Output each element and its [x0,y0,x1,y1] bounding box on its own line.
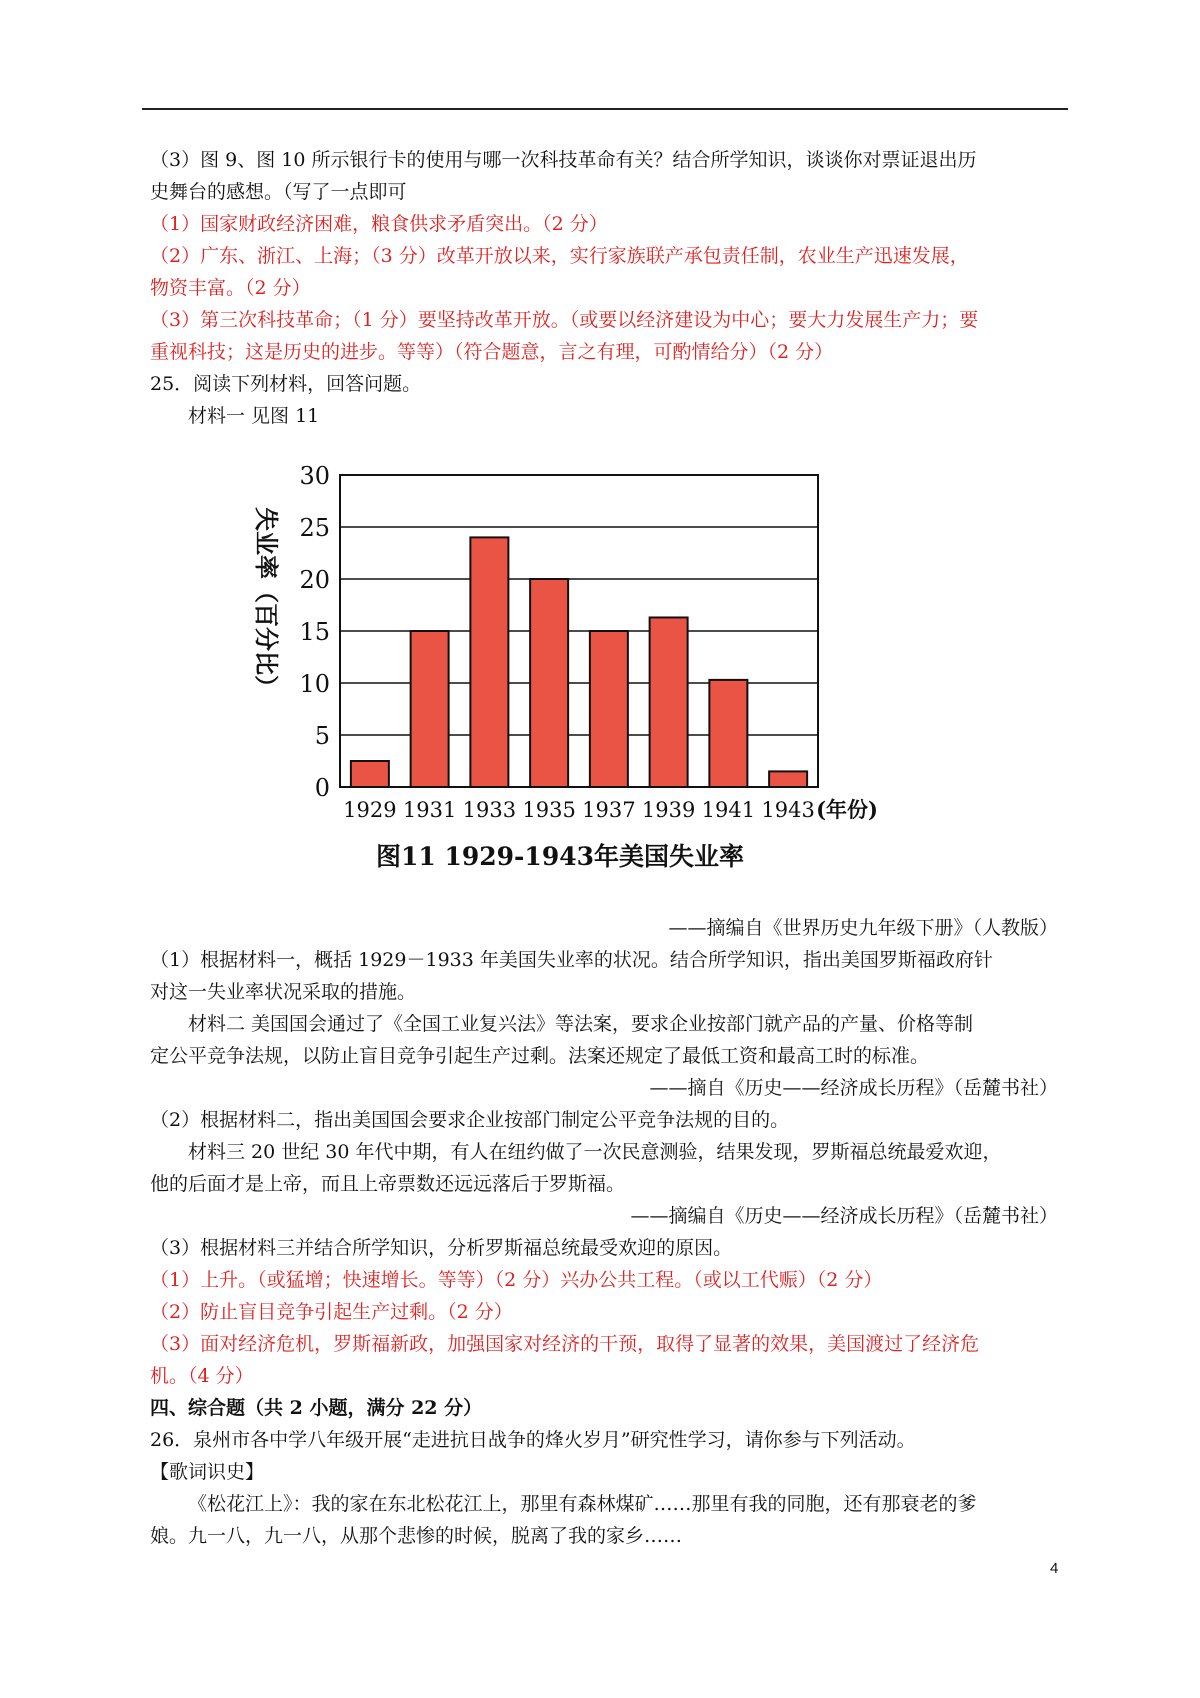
x-axis-label: (年份) [816,797,878,822]
answer-24-2: （2）广东、浙江、上海；（3 分）改革开放以来，实行家族联产承包责任制，农业生产迅速发展， [150,245,969,267]
bar-1929 [351,761,389,787]
material-3-cont: 他的后面才是上帝，而且上帝票数还远远落后于罗斯福。 [150,1173,626,1195]
y-tick-20: 20 [299,566,330,594]
bar-1941 [709,680,747,787]
y-tick-5: 5 [314,722,330,750]
x-tick-1943: 1943 [761,798,815,822]
material-3: 材料三 20 世纪 30 年代中期，有人在纽约做了一次民意测验，结果发现，罗斯福总统最爱欢迎， [188,1141,1002,1163]
x-tick-1937: 1937 [582,798,636,822]
y-tick-30: 30 [299,462,330,490]
source-2: ——摘自《历史——经济成长历程》（岳麓书社） [649,1077,1058,1099]
header-rule [142,108,1068,110]
material-1: 材料一 见图 11 [188,405,320,427]
answer-25-3: （3）面对经济危机，罗斯福新政，加强国家对经济的干预，取得了显著的效果，美国渡过了经济危 [150,1333,980,1355]
bar-1931 [411,631,449,787]
lyrics-heading: 【歌词识史】 [150,1461,265,1483]
question-25-1-cont: 对这一失业率状况采取的措施。 [150,981,417,1003]
answer-25-2: （2）防止盲目竞争引起生产过剩。（2 分） [150,1301,513,1323]
x-tick-1933: 1933 [462,798,517,822]
chart-bars [351,537,807,787]
question-25-1: （1）根据材料一，概括 1929－1933 年美国失业率的状况。结合所学知识，指出美国罗斯福政府针 [150,949,993,971]
question-26: 26．泉州市各中学八年级开展“走进抗日战争的烽火岁月”研究性学习，请你参与下列活动。 [150,1429,916,1451]
y-tick-labels [299,462,330,802]
y-tick-0: 0 [314,774,330,802]
unemployment-bar-chart [240,455,960,875]
answer-25-1: （1）上升。（或猛增；快速增长。等等）（2 分）兴办公共工程。（或以工代赈）（2 分） [150,1269,883,1291]
bar-1939 [650,617,688,787]
answer-24-1: （1）国家财政经济困难，粮食供求矛盾突出。（2 分） [150,213,608,235]
question-25-2: （2）根据材料二，指出美国国会要求企业按部门制定公平竞争法规的目的。 [150,1109,790,1131]
x-tick-1939: 1939 [641,798,696,822]
answer-24-2-cont: 物资丰富。（2 分） [150,277,311,299]
chart-title: 图11 1929-1943年美国失业率 [375,842,745,871]
material-2: 材料二 美国国会通过了《全国工业复兴法》等法案，要求企业按部门就产品的产量、价格等制 [188,1013,974,1035]
question-24-3-cont: 史舞台的感想。（写了一点即可 [150,181,407,203]
lyrics-text-cont: 娘。九一八，九一八，从那个悲惨的时候，脱离了我的家乡…… [150,1525,683,1547]
lyrics-text: 《松花江上》：我的家在东北松花江上，那里有森林煤矿……那里有我的同胞，还有那衰老的爹 [188,1493,977,1515]
material-2-cont: 定公平竞争法规，以防止盲目竞争引起生产过剩。法案还规定了最低工资和最高工时的标准。 [150,1045,930,1067]
source-1: ——摘编自《世界历史九年级下册》（人教版） [668,917,1058,939]
section-4-heading: 四、综合题（共 2 小题，满分 22 分） [150,1397,483,1419]
bar-1937 [590,631,628,787]
page-number: 4 [1050,1560,1059,1577]
bar-1935 [530,579,568,787]
x-tick-labels [343,798,815,822]
y-tick-10: 10 [299,670,330,698]
y-axis-label: 失业率（百分比） [252,507,281,699]
question-25: 25．阅读下列材料，回答问题。 [150,373,422,395]
x-tick-1935: 1935 [522,798,576,822]
y-tick-15: 15 [299,618,330,646]
question-25-3: （3）根据材料三并结合所学知识，分析罗斯福总统最受欢迎的原因。 [150,1237,733,1259]
bar-1943 [769,771,807,787]
source-3: ——摘编自《历史——经济成长历程》（岳麓书社） [630,1205,1058,1227]
answer-24-3-cont: 重视科技；这是历史的进步。等等）（符合题意，言之有理，可酌情给分）（2 分） [150,341,834,363]
question-24-3: （3）图 9、图 10 所示银行卡的使用与哪一次科技革命有关？结合所学知识，谈谈你对票证退出历 [150,149,977,171]
x-tick-1929: 1929 [343,798,397,822]
answer-24-3: （3）第三次科技革命；（1 分）要坚持改革开放。（或要以经济建设为中心；要大力发展生产力；要 [150,309,979,331]
bar-1933 [470,537,508,787]
answer-25-3-cont: 机。（4 分） [150,1365,254,1387]
x-tick-1941: 1941 [701,798,756,822]
x-tick-1931: 1931 [402,798,457,822]
y-tick-25: 25 [299,514,330,542]
